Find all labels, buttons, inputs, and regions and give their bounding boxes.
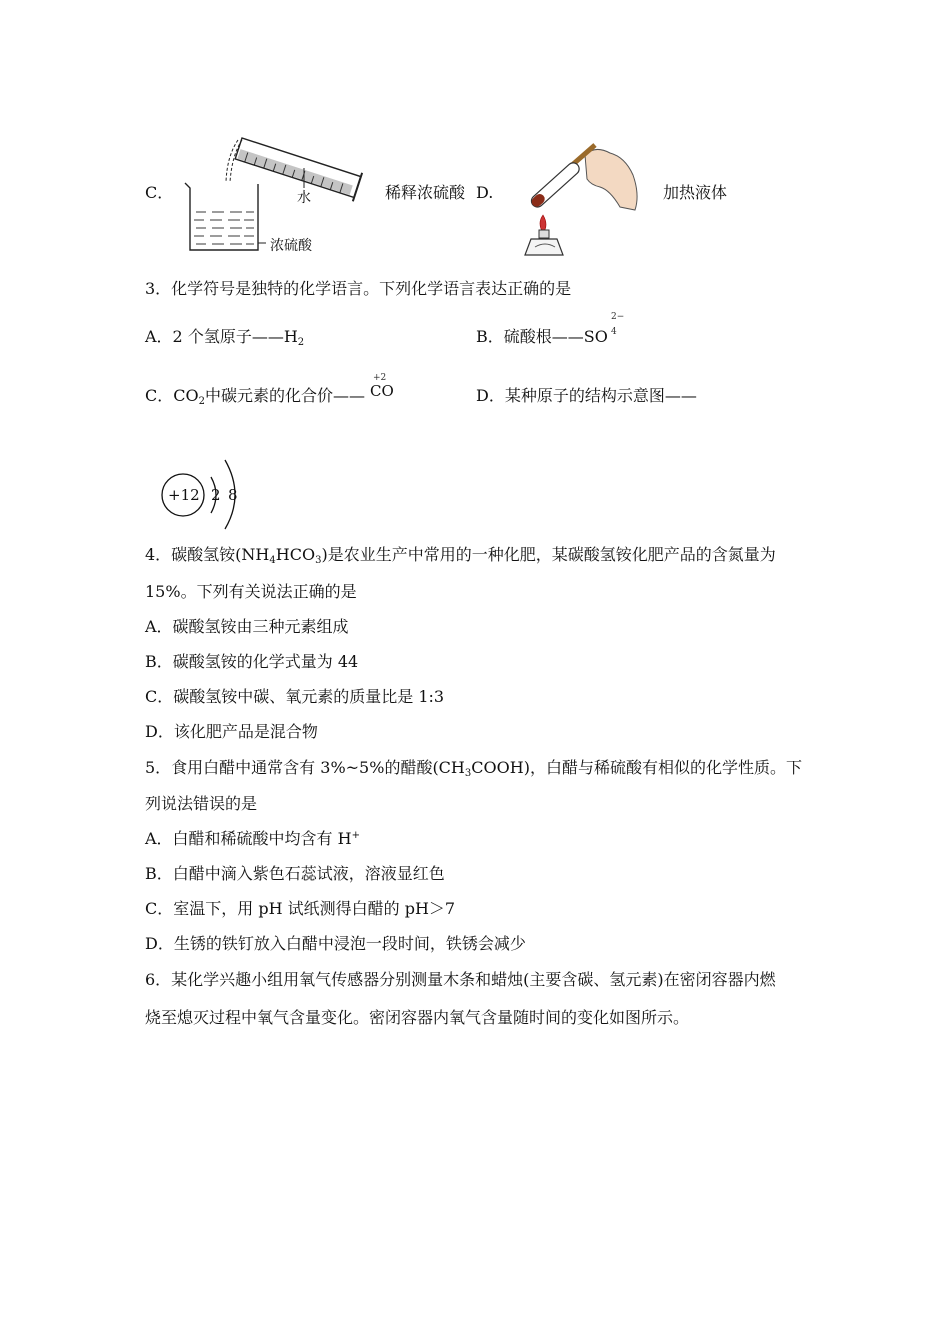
q3-option-c-subscript: 2	[198, 396, 205, 407]
q2-option-c-caption: 稀释浓硫酸	[385, 183, 466, 202]
atom-nucleus: +12	[168, 486, 200, 504]
q3-option-c-prefix: C．CO	[145, 386, 199, 405]
carbon-valence: +2	[373, 373, 387, 383]
concentrated-acid-label: 浓硫酸	[270, 238, 312, 254]
q5-stem-line2: 列说法错误的是	[145, 794, 258, 813]
q5-option-a	[145, 829, 360, 849]
heating-liquid-illustration	[515, 135, 655, 260]
valence-formula: CO	[370, 382, 394, 400]
q4-option-c: C．碳酸氢铵中碳、氧元素的质量比是 1:3	[145, 687, 445, 706]
q2-option-c-label: C．	[145, 183, 174, 202]
q3-stem: 3．化学符号是独特的化学语言。下列化学语言表达正确的是	[145, 279, 572, 298]
q3-option-b	[476, 327, 608, 347]
q5-option-d: D．生锈的铁钉放入白醋中浸泡一段时间，铁锈会减少	[145, 934, 526, 953]
q2-option-d-label: D.	[476, 183, 494, 202]
q5-stem-part-b: COOH)，白醋与稀硫酸有相似的化学性质。下	[471, 758, 802, 777]
q5-stem-sub: 3	[464, 768, 472, 779]
atom-shell-2: 8	[228, 486, 238, 504]
q2-option-d-caption: 加热液体	[663, 183, 728, 202]
q5-option-a-text: A．白醋和稀硫酸中均含有 H	[145, 829, 352, 848]
q3-option-a-text: A．2 个氢原子——H	[145, 327, 298, 346]
q3-option-c-text: 中碳元素的化合价——	[204, 386, 365, 405]
q4-stem-part-a: 4．碳酸氢铵(NH	[145, 545, 270, 564]
water-label: 水	[297, 190, 311, 206]
q4-stem-line1	[145, 545, 776, 565]
q4-option-a: A．碳酸氢铵由三种元素组成	[145, 617, 349, 636]
sulfate-charge: 2−	[611, 312, 625, 322]
atom-shell-1: 2	[211, 486, 221, 504]
q5-option-b: B．白醋中滴入紫色石蕊试液，溶液显红色	[145, 864, 445, 883]
q3-option-a	[145, 327, 304, 347]
sulfate-subscript: 4	[611, 327, 617, 337]
q4-option-b: B．碳酸氢铵的化学式量为 44	[145, 652, 359, 671]
q5-stem-part-a: 5．食用白醋中通常含有 3%~5%的醋酸(CH	[145, 758, 465, 777]
q5-stem-line1	[145, 758, 802, 778]
q3-option-d: D．某种原子的结构示意图——	[476, 386, 697, 405]
q3-option-c	[145, 386, 365, 406]
q5-option-c: C．室温下，用 pH 试纸测得白醋的 pH＞7	[145, 899, 456, 918]
q4-option-d: D．该化肥产品是混合物	[145, 722, 318, 741]
q4-stem-line2: 15%。下列有关说法正确的是	[145, 582, 357, 601]
q3-option-b-text: B．硫酸根——SO	[476, 327, 608, 346]
q6-stem-line2: 烧至熄灭过程中氧气含量变化。密闭容器内氧气含量随时间的变化如图所示。	[145, 1008, 690, 1027]
q4-stem-part-b: HCO	[275, 545, 316, 564]
q3-option-a-subscript: 2	[297, 337, 305, 348]
q5-option-a-superscript: +	[351, 830, 360, 841]
q6-stem-line1: 6．某化学兴趣小组用氧气传感器分别测量木条和蜡烛(主要含碳、氢元素)在密闭容器内燃	[145, 970, 776, 989]
q4-stem-sub-1: 4	[269, 555, 276, 566]
q4-stem-sub-2: 3	[315, 555, 322, 566]
q4-stem-part-c: )是农业生产中常用的一种化肥，某碳酸氢铵化肥产品的含氮量为	[321, 545, 776, 564]
